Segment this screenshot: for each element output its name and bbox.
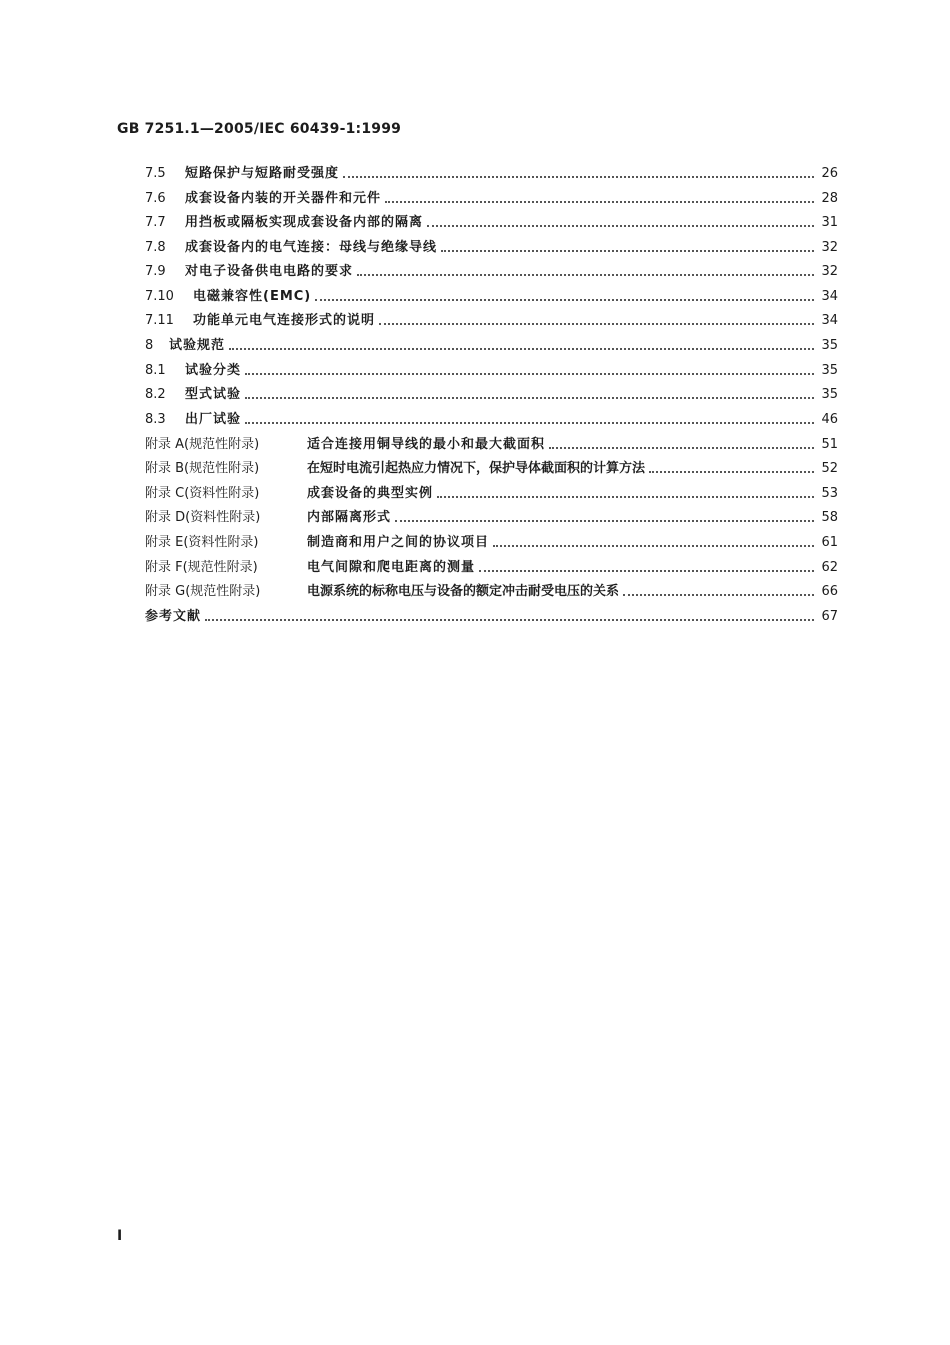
toc-entry[interactable] [145, 332, 838, 354]
page-number: I [117, 1228, 123, 1244]
toc-entry-number: 附录 C(资料性附录) [145, 486, 260, 501]
toc-entry-bibliography[interactable] [145, 603, 838, 625]
toc-entry-page: 34 [821, 313, 838, 328]
toc-entry-annex[interactable] [145, 504, 838, 526]
toc-entry[interactable] [145, 406, 838, 428]
toc-entry-annex[interactable] [145, 480, 838, 502]
toc-entry-title: 用挡板或隔板实现成套设备内部的隔离 [185, 215, 424, 230]
toc-entry-title: 功能单元电气连接形式的说明 [193, 313, 376, 328]
dot-leader [245, 422, 814, 424]
toc-entry-title: 在短时电流引起热应力情况下，保护导体截面积的计算方法 [307, 461, 646, 476]
toc-entry-number: 8 [145, 338, 154, 353]
toc-entry[interactable] [145, 185, 838, 207]
toc-entry-page: 32 [821, 264, 838, 279]
toc-entry-number: 附录 E(资料性附录) [145, 535, 259, 550]
dot-leader [623, 594, 814, 596]
toc-entry-page: 58 [821, 510, 838, 525]
toc-entry-annex[interactable] [145, 578, 838, 600]
toc-entry-number: 附录 A(规范性附录) [145, 437, 260, 452]
dot-leader [395, 520, 814, 522]
toc-entry[interactable] [145, 258, 838, 280]
dot-leader [357, 274, 814, 276]
dot-leader [549, 447, 814, 449]
toc-entry-title: 电气间隙和爬电距离的测量 [307, 560, 476, 575]
toc-entry-page: 32 [821, 240, 838, 255]
toc-entry-number: 8.3 [145, 412, 166, 427]
toc-entry-number: 7.9 [145, 264, 166, 279]
toc-entry-title: 试验规范 [169, 338, 226, 353]
toc-entry-title: 制造商和用户之间的协议项目 [307, 535, 490, 550]
dot-leader [343, 176, 814, 178]
toc-entry-number: 8.1 [145, 363, 166, 378]
toc-entry-page: 35 [821, 363, 838, 378]
toc-entry-number: 附录 D(资料性附录) [145, 510, 261, 525]
toc-entry[interactable] [145, 357, 838, 379]
toc-entry-title: 型式试验 [185, 387, 242, 402]
toc-entry-title: 电源系统的标称电压与设备的额定冲击耐受电压的关系 [307, 584, 620, 599]
toc-entry-number: 7.10 [145, 289, 174, 304]
dot-leader [479, 570, 814, 572]
toc-entry-title: 出厂试验 [185, 412, 242, 427]
toc-entry-annex[interactable] [145, 554, 838, 576]
toc-entry-page: 53 [821, 486, 838, 501]
toc-entry-page: 34 [821, 289, 838, 304]
dot-leader [493, 545, 814, 547]
toc-entry-page: 66 [821, 584, 838, 599]
toc-entry-title: 短路保护与短路耐受强度 [185, 166, 340, 181]
toc-entry-title: 成套设备的典型实例 [307, 486, 434, 501]
toc-entry-page: 52 [821, 461, 838, 476]
toc-entry-title: 成套设备内装的开关器件和元件 [185, 191, 382, 206]
toc-entry-title: 试验分类 [185, 363, 242, 378]
toc-entry-number: 7.5 [145, 166, 166, 181]
dot-leader [649, 471, 814, 473]
toc-entry[interactable] [145, 307, 838, 329]
toc-entry[interactable] [145, 209, 838, 231]
toc-entry-number: 7.11 [145, 313, 174, 328]
toc-entry-number: 附录 G(规范性附录) [145, 584, 261, 599]
toc-entry-page: 62 [821, 560, 838, 575]
toc-entry-annex[interactable] [145, 529, 838, 551]
dot-leader [245, 397, 814, 399]
dot-leader [245, 373, 814, 375]
toc-entry-annex[interactable] [145, 455, 838, 477]
toc-entry-page: 67 [821, 609, 838, 624]
toc-entry-title: 成套设备内的电气连接：母线与绝缘导线 [185, 240, 438, 255]
toc-entry-page: 46 [821, 412, 838, 427]
toc-entry-title: 内部隔离形式 [307, 510, 392, 525]
toc-entry-number: 7.8 [145, 240, 166, 255]
toc-entry-page: 31 [821, 215, 838, 230]
toc-entry-number: 附录 F(规范性附录) [145, 560, 258, 575]
toc-entry-annex[interactable] [145, 431, 838, 453]
toc-entry-title: 适合连接用铜导线的最小和最大截面积 [307, 437, 546, 452]
document-header: GB 7251.1—2005/IEC 60439-1:1999 [117, 121, 402, 137]
dot-leader [205, 619, 814, 621]
toc-entry-number: 7.7 [145, 215, 166, 230]
toc-entry-number: 附录 B(规范性附录) [145, 461, 260, 476]
toc-entry[interactable] [145, 283, 838, 305]
toc-entry-page: 51 [821, 437, 838, 452]
toc-entry-title: 对电子设备供电电路的要求 [185, 264, 354, 279]
toc-entry-title: 参考文献 [145, 609, 202, 624]
toc-entry[interactable] [145, 381, 838, 403]
toc-entry-page: 35 [821, 338, 838, 353]
dot-leader [385, 201, 814, 203]
toc-entry-title: 电磁兼容性(EMC) [193, 289, 312, 304]
dot-leader [437, 496, 814, 498]
toc-entry-page: 61 [821, 535, 838, 550]
toc-entry-page: 28 [821, 191, 838, 206]
toc-entry-page: 35 [821, 387, 838, 402]
dot-leader [229, 348, 814, 350]
dot-leader [441, 250, 814, 252]
toc-entry[interactable] [145, 160, 838, 182]
dot-leader [379, 323, 814, 325]
dot-leader [315, 299, 814, 301]
toc-entry-number: 7.6 [145, 191, 166, 206]
toc-entry[interactable] [145, 234, 838, 256]
toc-entry-page: 26 [821, 166, 838, 181]
toc-entry-number: 8.2 [145, 387, 166, 402]
dot-leader [427, 225, 814, 227]
